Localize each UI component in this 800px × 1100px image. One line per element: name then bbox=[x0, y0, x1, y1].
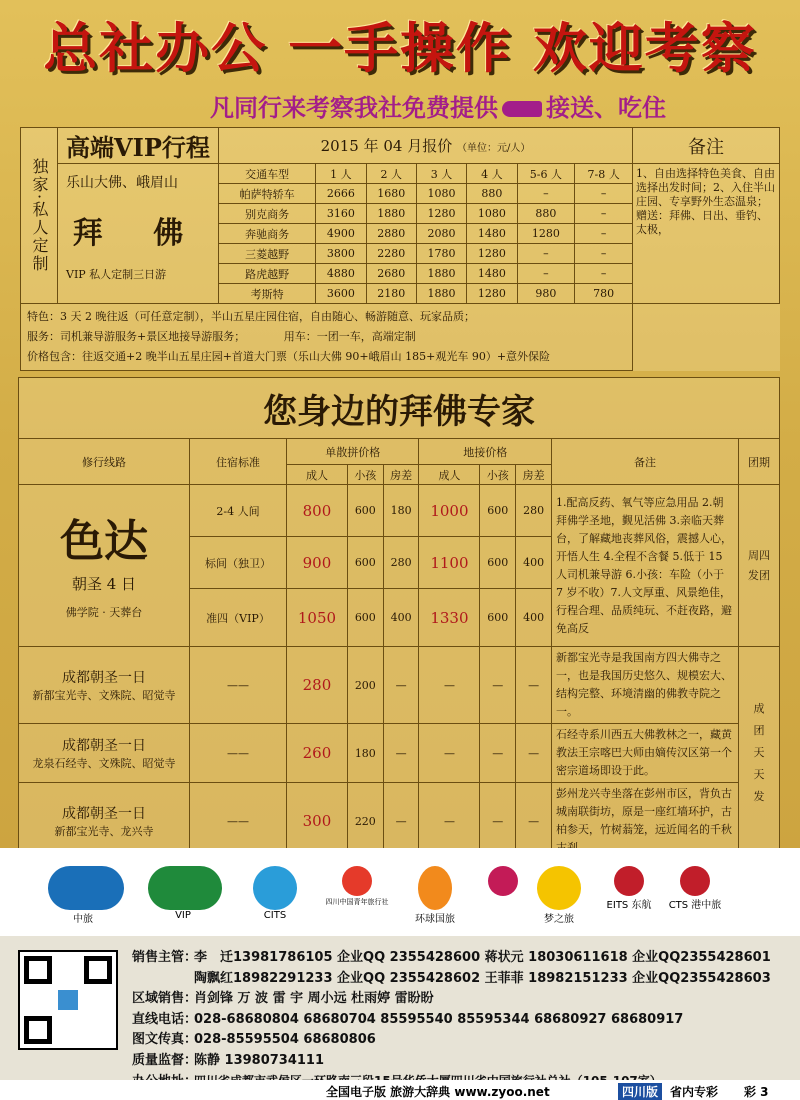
quality: 陈静 13980734111 bbox=[194, 1052, 325, 1068]
cell: 600 bbox=[480, 537, 516, 589]
cell: 1050 bbox=[287, 589, 348, 647]
vip-notes: 1、自由选择特色美食、自由选择出发时间；2、入住半山庄园、专享野外生态温泉；赠送：拜佛、日出、垂钓、太极， bbox=[633, 164, 780, 304]
cell: 4900 bbox=[316, 224, 366, 244]
logo-label: 环球国旅 bbox=[415, 914, 455, 925]
cell: 帕萨特轿车 bbox=[219, 184, 316, 204]
expert-title: 您身边的拜佛专家 bbox=[19, 378, 780, 439]
seda-cell bbox=[19, 485, 190, 647]
cd-route-cell bbox=[19, 724, 190, 783]
label: 区域销售： bbox=[132, 991, 198, 1006]
cell: 1080 bbox=[467, 204, 517, 224]
head-route: 修行线路 bbox=[19, 439, 190, 485]
logo-label: CTS 港中旅 bbox=[668, 900, 722, 911]
cell: 280 bbox=[287, 647, 348, 724]
cell: — bbox=[383, 647, 419, 724]
cd-note: 石经寺系川西五大佛教林之一，藏黄教法王宗喀巴大师由嫡传汉区第一个密宗道场即设于此。 bbox=[552, 724, 739, 783]
table-row bbox=[19, 724, 780, 783]
cell: 880 bbox=[517, 204, 575, 224]
logo-label: VIP bbox=[175, 910, 191, 921]
cell: 4880 bbox=[316, 264, 366, 284]
cell: 准四（VIP） bbox=[190, 589, 287, 647]
cell: 三菱越野 bbox=[219, 244, 316, 264]
col-head: 7-8 人 bbox=[575, 164, 633, 184]
global-logo-icon bbox=[400, 866, 470, 926]
cell: 1280 bbox=[467, 244, 517, 264]
cd-route-cell bbox=[19, 647, 190, 724]
cell: 200 bbox=[347, 647, 383, 724]
cell: 1880 bbox=[366, 204, 416, 224]
hkcts-logo-icon bbox=[660, 866, 730, 926]
cell: 1480 bbox=[467, 264, 517, 284]
cell: — bbox=[516, 783, 552, 860]
cell: 考斯特 bbox=[219, 284, 316, 304]
label: 图文传真： bbox=[132, 1032, 198, 1047]
logo-label: CITS bbox=[263, 910, 287, 921]
cell: 600 bbox=[347, 485, 383, 537]
dream-logo-icon bbox=[524, 866, 594, 926]
vip-logo-icon bbox=[148, 866, 218, 926]
cell: — bbox=[383, 783, 419, 860]
table-row bbox=[19, 647, 780, 724]
feature-line: 服务：司机兼导游服务+景区地接导游服务； 用车：一团一车，高端定制 bbox=[27, 330, 416, 343]
cell: 2666 bbox=[316, 184, 366, 204]
cell: 900 bbox=[287, 537, 348, 589]
cell: —— bbox=[190, 783, 287, 860]
head-local: 地接价格 bbox=[419, 439, 552, 465]
head-adult: 成人 bbox=[287, 465, 348, 485]
cell: 2880 bbox=[366, 224, 416, 244]
vip-big-text: 拜 佛 bbox=[72, 216, 204, 251]
cell: — bbox=[516, 724, 552, 783]
cell: 600 bbox=[480, 589, 516, 647]
sales-line-2: 陶飘红18982291233 企业QQ 2355428602 王菲菲 18982151233 企业QQ2355428603 bbox=[194, 970, 771, 986]
eits-logo-icon bbox=[594, 866, 664, 926]
cell: – bbox=[575, 244, 633, 264]
vip-side-label: 独家·私人定制 bbox=[21, 128, 58, 304]
footer-section: 省内专彩 bbox=[670, 1085, 719, 1099]
cell: —— bbox=[190, 647, 287, 724]
cell: — bbox=[419, 783, 480, 860]
phones: 028-68680804 68680704 85595540 85595344 68680927 68680917 bbox=[194, 1011, 684, 1027]
quote-date: 2015 年 04 月报价 bbox=[320, 137, 453, 155]
cell: 400 bbox=[516, 589, 552, 647]
seda-name: 色达 bbox=[60, 516, 148, 567]
footer bbox=[0, 1080, 800, 1100]
cts-logo-icon bbox=[48, 866, 118, 926]
vip-route: 乐山大佛、峨眉山 bbox=[66, 175, 178, 191]
cell: 路虎越野 bbox=[219, 264, 316, 284]
cell: 1680 bbox=[366, 184, 416, 204]
cell: 280 bbox=[383, 537, 419, 589]
feature-line: 特色：3 天 2 晚往返（可任意定制），半山五星庄园住宿，自由随心、畅游随意、玩家品质； bbox=[27, 310, 475, 323]
cell: 2080 bbox=[416, 224, 466, 244]
qr-code-icon[interactable] bbox=[18, 950, 118, 1050]
seda-places: 佛学院 · 天葬台 bbox=[65, 606, 143, 619]
label: 销售主管： bbox=[132, 950, 198, 965]
cell: — bbox=[419, 724, 480, 783]
cell: 180 bbox=[347, 724, 383, 783]
head-room: 房差 bbox=[383, 465, 419, 485]
cell: 1280 bbox=[416, 204, 466, 224]
cell: 2-4 人间 bbox=[190, 485, 287, 537]
head-adult: 成人 bbox=[419, 465, 480, 485]
col-head: 交通车型 bbox=[219, 164, 316, 184]
vip-quote-title bbox=[219, 128, 633, 164]
label: 质量监督： bbox=[132, 1052, 198, 1068]
col-head: 4 人 bbox=[467, 164, 517, 184]
cell: 1880 bbox=[416, 264, 466, 284]
region-sales: 肖剑锋 万 波 雷 宇 周小远 杜雨婷 雷盼盼 bbox=[194, 991, 434, 1006]
cell: – bbox=[517, 244, 575, 264]
cell: – bbox=[575, 204, 633, 224]
cell: 奔驰商务 bbox=[219, 224, 316, 244]
cell: 1000 bbox=[419, 485, 480, 537]
logo-label: EITS 东航 bbox=[606, 900, 652, 911]
logo-label: 梦之旅 bbox=[544, 914, 574, 925]
sales-line-1: 李 迁13981786105 企业QQ 2355428600 蒋状元 18030611618 企业QQ2355428601 bbox=[194, 950, 771, 965]
cell: 1330 bbox=[419, 589, 480, 647]
contact-lines bbox=[132, 948, 792, 1093]
cits-logo-icon bbox=[240, 866, 310, 926]
cell: — bbox=[480, 783, 516, 860]
cell: – bbox=[517, 184, 575, 204]
cell: 1280 bbox=[467, 284, 517, 304]
quote-unit: （单位：元/人） bbox=[456, 143, 531, 154]
cell: – bbox=[575, 264, 633, 284]
subtitle-a: 凡同行来考察我社免费提供 bbox=[210, 94, 498, 122]
cell: 600 bbox=[480, 485, 516, 537]
cell: 280 bbox=[516, 485, 552, 537]
fax: 028-85595504 68680806 bbox=[194, 1032, 376, 1047]
table-row bbox=[19, 485, 780, 537]
pointing-hand-icon bbox=[502, 101, 542, 117]
vip-intro bbox=[58, 164, 219, 304]
cell: 2180 bbox=[366, 284, 416, 304]
cell: 600 bbox=[347, 537, 383, 589]
subtitle-b: 接送、吃住 bbox=[546, 94, 666, 122]
cell: 3600 bbox=[316, 284, 366, 304]
cd-sub: 新都宝光寺、文殊院、昭觉寺 bbox=[32, 689, 176, 702]
seda-dep: 周四发团 bbox=[739, 485, 780, 647]
cell: — bbox=[419, 647, 480, 724]
cell: — bbox=[383, 724, 419, 783]
page-number: 彩 3 bbox=[744, 1085, 769, 1099]
head-child: 小孩 bbox=[480, 465, 516, 485]
head-stay: 住宿标准 bbox=[190, 439, 287, 485]
cd-note: 新都宝光寺是我国南方四大佛寺之一，也是我国历史悠久、规模宏大、结构完整、环境清幽的佛教寺院之一。 bbox=[552, 647, 739, 724]
cell: 3800 bbox=[316, 244, 366, 264]
logo-label: 四川中国青年旅行社 bbox=[325, 898, 389, 906]
cell: —— bbox=[190, 724, 287, 783]
seda-sub: 朝圣 4 日 bbox=[71, 575, 137, 593]
vip-features bbox=[21, 304, 633, 371]
edition-badge: 四川版 bbox=[618, 1083, 662, 1100]
head-group: 单散拼价格 bbox=[287, 439, 419, 465]
cell: 2680 bbox=[366, 264, 416, 284]
cell: 260 bbox=[287, 724, 348, 783]
cd-note: 彭州龙兴寺坐落在彭州市区，背负古城南联街坊，原是一座红墙环护，古柏参天，竹树蓊笼，远近闻名的千秋 bbox=[552, 783, 739, 860]
col-head: 2 人 bbox=[366, 164, 416, 184]
cd-dep: 成团天天发 bbox=[739, 647, 780, 860]
head-room: 房差 bbox=[516, 465, 552, 485]
cell: 980 bbox=[517, 284, 575, 304]
cell: — bbox=[480, 724, 516, 783]
cell: — bbox=[480, 647, 516, 724]
cell: — bbox=[516, 647, 552, 724]
col-head: 1 人 bbox=[316, 164, 366, 184]
cell: 1880 bbox=[416, 284, 466, 304]
cd-name: 成都朝圣一日 bbox=[62, 738, 146, 754]
cell: 1480 bbox=[467, 224, 517, 244]
cell: 1080 bbox=[416, 184, 466, 204]
cell: 180 bbox=[383, 485, 419, 537]
cell: 400 bbox=[383, 589, 419, 647]
notes-label: 备注 bbox=[633, 128, 780, 164]
banner-subtitle bbox=[210, 88, 770, 123]
cell: 400 bbox=[516, 537, 552, 589]
cell: 800 bbox=[287, 485, 348, 537]
partner-logos bbox=[0, 848, 800, 936]
contact-section bbox=[0, 936, 800, 1080]
cell: 600 bbox=[347, 589, 383, 647]
youth-logo-icon bbox=[322, 866, 392, 926]
vip-subtitle: VIP 私人定制三日游 bbox=[66, 268, 167, 281]
cd-name: 成都朝圣一日 bbox=[62, 806, 146, 822]
cell: 880 bbox=[467, 184, 517, 204]
cd-sub: 龙泉石经寺、文殊院、昭觉寺 bbox=[32, 757, 176, 770]
label: 直线电话： bbox=[132, 1011, 198, 1027]
head-dep: 团期 bbox=[739, 439, 780, 485]
banner bbox=[0, 0, 800, 82]
vip-header: 高端VIP行程 bbox=[58, 128, 219, 164]
cd-name: 成都朝圣一日 bbox=[62, 670, 146, 686]
cell: 1280 bbox=[517, 224, 575, 244]
col-head: 5-6 人 bbox=[517, 164, 575, 184]
cell: – bbox=[575, 184, 633, 204]
cell: 标间（独卫） bbox=[190, 537, 287, 589]
cell: 3160 bbox=[316, 204, 366, 224]
cd-sub: 新都宝光寺、龙兴寺 bbox=[54, 825, 154, 838]
logo-label: 中旅 bbox=[73, 914, 93, 925]
cell: – bbox=[517, 264, 575, 284]
vip-table bbox=[20, 127, 780, 371]
head-note: 备注 bbox=[552, 439, 739, 485]
cell: 1780 bbox=[416, 244, 466, 264]
cell: 220 bbox=[347, 783, 383, 860]
cell: 2280 bbox=[366, 244, 416, 264]
cell: 780 bbox=[575, 284, 633, 304]
footer-text: 全国电子版 旅游大辞典 www.zyoo.net bbox=[326, 1085, 550, 1099]
head-child: 小孩 bbox=[347, 465, 383, 485]
banner-title: 总社办公 一手操作 欢迎考察 bbox=[43, 17, 757, 80]
feature-line: 价格包含：往返交通+2 晚半山五星庄园+首道大门票（乐山大佛 90+峨眉山 185+观光车 90）+意外保险 bbox=[27, 350, 551, 363]
cell: – bbox=[575, 224, 633, 244]
expert-table bbox=[18, 377, 780, 860]
cell: 300 bbox=[287, 783, 348, 860]
cell: 别克商务 bbox=[219, 204, 316, 224]
cell: 1100 bbox=[419, 537, 480, 589]
col-head: 3 人 bbox=[416, 164, 466, 184]
seda-note: 1.配高反药、氧气等应急用品 2.朝拜佛学圣地，觐见活佛 3.亲临天葬台，了解藏地丧葬风俗，震撼人心，开悟人生 4.全程不含餐 5.低于 15 人司机兼导游 6.小孩：车险（小于 7 岁不收）7.人文厚重、风景绝佳，行程合理、品质纯玩、不赶夜路，避免高反 bbox=[552, 485, 739, 647]
